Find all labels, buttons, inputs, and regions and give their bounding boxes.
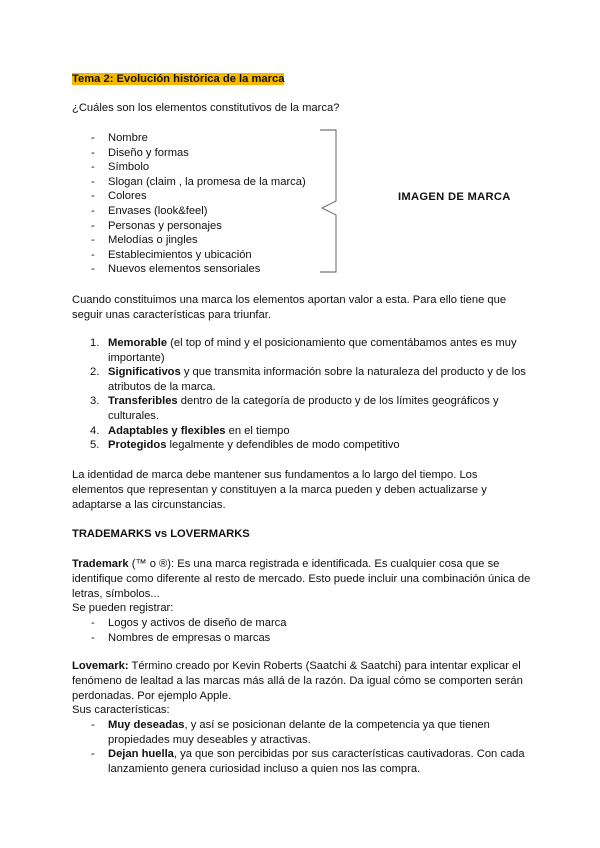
list-item: - Colores: [91, 190, 147, 203]
list-item: - Dejan huella, ya que son percibidas por sus características cautivadoras. Con cada lanzamiento genera curiosidad incluso a quien nos las compra.: [91, 748, 525, 775]
characteristics-list: [72, 336, 532, 453]
trademark-paragraph: Trademark (™ o ®): Es una marca registrada e identificada. Es cualquier cosa que se identifique como diferente al resto de mercado. Esto puede incluir una combinación única de letras, símbolos...: [72, 558, 531, 600]
list-item: 2. Significativos y que transmita información sobre la naturaleza del producto y de los atributos de la marca.: [90, 366, 526, 393]
lovemark-list: [91, 718, 528, 776]
list-item: - Logos y activos de diseño de marca: [91, 617, 287, 629]
bracket-shape: [318, 129, 340, 273]
list-item: - Nombres de empresas o marcas: [91, 631, 271, 644]
list-item: - Muy deseadas, y así se posicionan delante de la competencia ya que tienen propiedades muy deseables y atractivas.: [91, 719, 490, 746]
register-label: Se pueden registrar:: [72, 602, 174, 614]
list-item: - Símbolo: [91, 161, 150, 174]
identity-paragraph: La identidad de marca debe mantener sus fundamentos a lo largo del tiempo. Los elementos que representan y constituyen a la marca pueden y deben actualizarse y adaptarse a las circunstancias.: [72, 469, 487, 511]
list-item: - Establecimientos y ubicación: [91, 248, 252, 261]
list-item: - Nombre: [91, 132, 148, 144]
list-item: - Personas y personajes: [91, 219, 222, 232]
list-item: - Envases (look&feel): [91, 204, 208, 217]
list-item: - Diseño y formas: [91, 146, 189, 159]
title-highlight: Tema 2: Evolución histórica de la marca: [72, 73, 285, 85]
section-title: TRADEMARKS vs LOVERMARKS: [72, 528, 250, 540]
intro-paragraph: Cuando constituimos una marca los elementos aportan valor a esta. Para ello tiene que seguir unas características para triunfar.: [72, 294, 507, 321]
features-label: Sus características:: [72, 704, 170, 716]
trademark-list: [91, 616, 287, 645]
page-title: [72, 72, 284, 87]
elements-list: [91, 131, 306, 277]
list-item: 3. Transferibles dentro de la categoría de producto y de los límites geográficos y culturales.: [90, 395, 499, 422]
imagen-de-marca-label: IMAGEN DE MARCA: [398, 191, 511, 203]
lovemark-paragraph: Lovemark: Término creado por Kevin Roberts (Saatchi & Saatchi) para intentar explicar el fenómeno de lealtad a las marcas más allá de la razón. Da igual cómo se comporten serán perdonadas. Por ejemplo Apple.: [72, 660, 523, 702]
question-text: ¿Cuáles son los elementos constitutivos de la marca?: [72, 102, 340, 114]
list-item: 4. Adaptables y flexibles en el tiempo: [90, 424, 290, 437]
list-item: - Slogan (claim , la promesa de la marca): [91, 175, 306, 188]
list-item: - Nuevos elementos sensoriales: [91, 263, 261, 276]
list-item: 1. Memorable (el top of mind y el posicionamiento que comentábamos antes es muy importante): [90, 337, 517, 364]
list-item: 5. Protegidos legalmente y defendibles de modo competitivo: [90, 439, 400, 452]
list-item: - Melodías o jingles: [91, 234, 198, 247]
